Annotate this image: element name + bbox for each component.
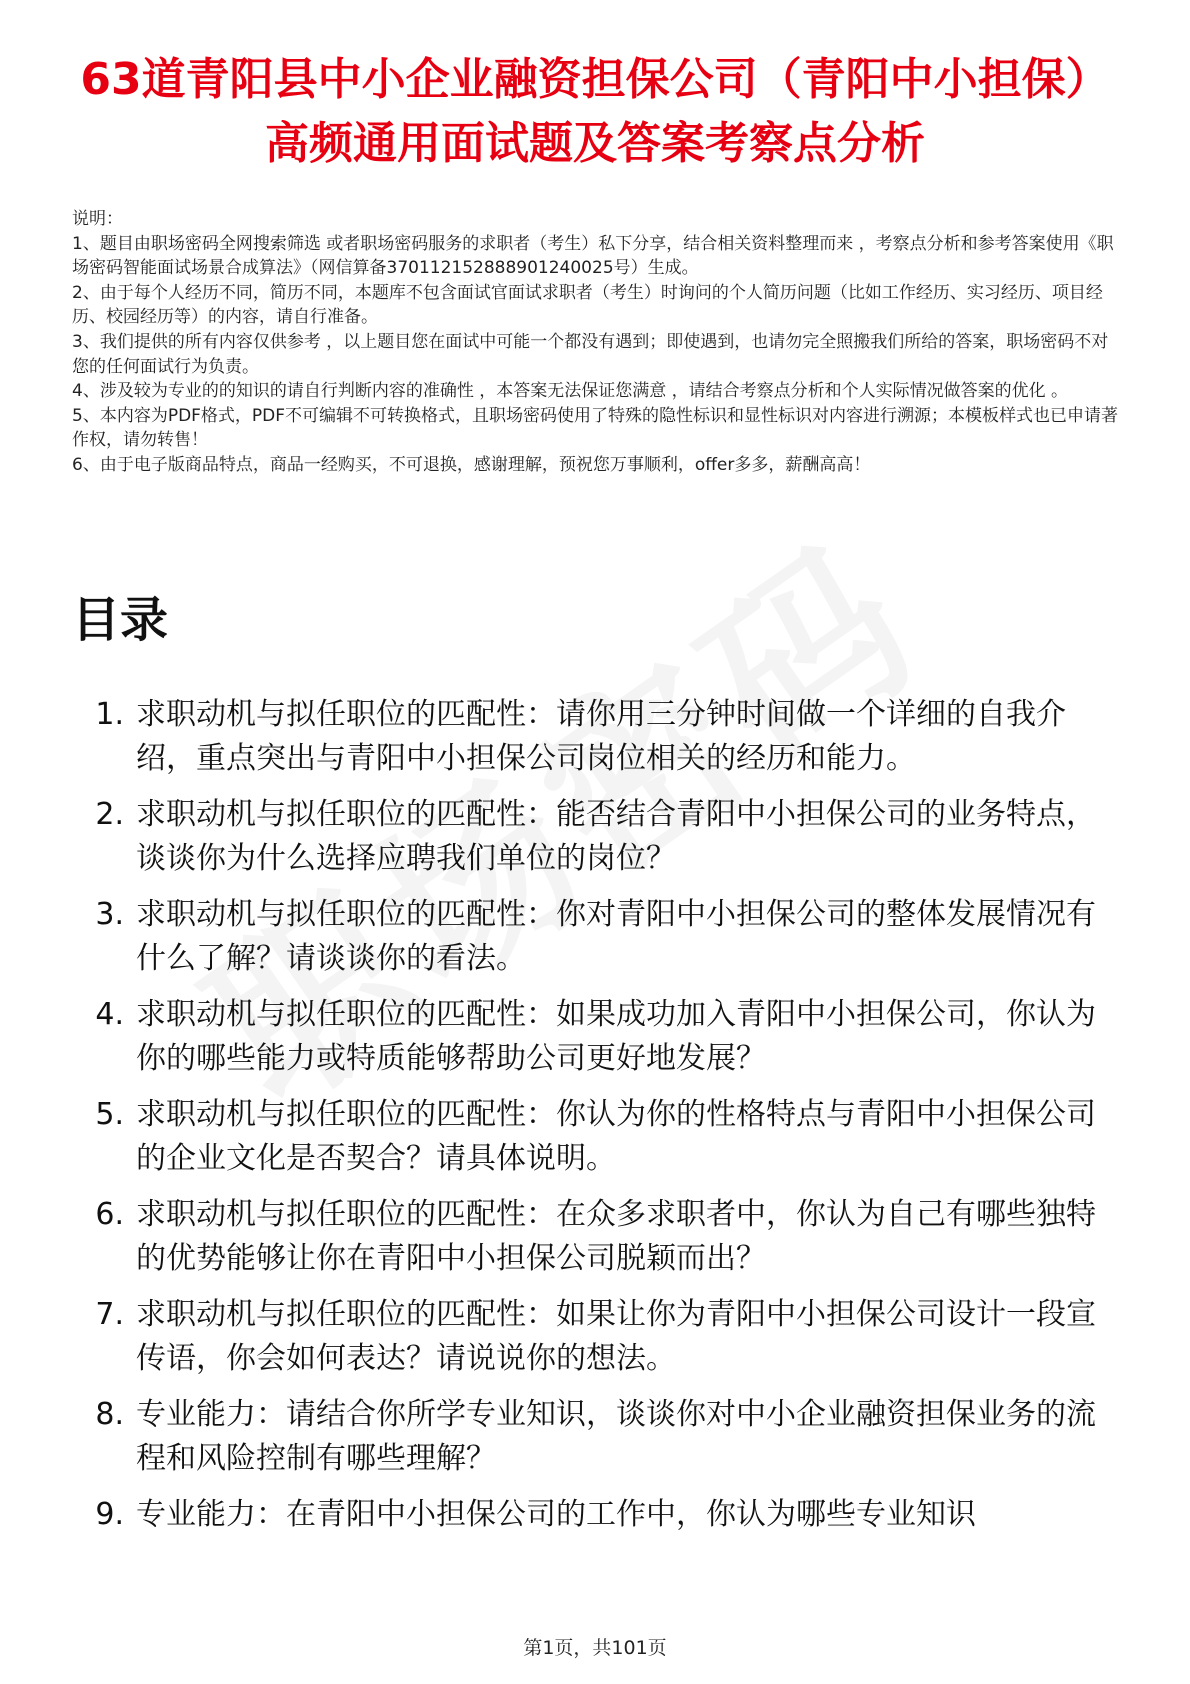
toc-item-text: 求职动机与拟任职位的匹配性：如果让你为青阳中小担保公司设计一段宣传语，你会如何表达？请说说你的想法。 <box>136 1297 1096 1376</box>
toc-item[interactable] <box>72 1293 1122 1381</box>
toc-item-number: 9. <box>95 1497 124 1532</box>
document-title: 63道青阳县中小企业融资担保公司（青阳中小担保）高频通用面试题及答案考察点分析 <box>80 54 1110 169</box>
toc-item[interactable] <box>72 1393 1122 1481</box>
toc-item-text: 专业能力：请结合你所学专业知识，谈谈你对中小企业融资担保业务的流程和风险控制有哪些理解？ <box>136 1397 1096 1476</box>
page-footer: 第1页，共101页 <box>523 1637 667 1659</box>
toc-item-text: 求职动机与拟任职位的匹配性：你认为你的性格特点与青阳中小担保公司的企业文化是否契合？请具体说明。 <box>136 1097 1096 1176</box>
toc-item[interactable] <box>72 1493 1122 1537</box>
toc-item[interactable] <box>72 993 1122 1081</box>
toc-list <box>72 693 1122 1549</box>
toc-item-text: 求职动机与拟任职位的匹配性：你对青阳中小担保公司的整体发展情况有什么了解？请谈谈你的看法。 <box>136 897 1096 976</box>
toc-item[interactable] <box>72 793 1122 881</box>
notes-heading: 说明： <box>72 209 123 229</box>
toc-item-number: 2. <box>95 797 124 832</box>
toc-item-number: 6. <box>95 1197 124 1232</box>
toc-item[interactable] <box>72 693 1122 781</box>
toc-item-number: 4. <box>95 997 124 1032</box>
toc-item-text: 求职动机与拟任职位的匹配性：如果成功加入青阳中小担保公司，你认为你的哪些能力或特质能够帮助公司更好地发展？ <box>136 997 1096 1076</box>
toc-heading: 目录 <box>72 592 169 648</box>
notes-item: 3、我们提供的所有内容仅供参考 ，以上题目您在面试中可能一个都没有遇到；即使遇到，也请勿完全照搬我们所给的答案，职场密码不对您的任何面试行为负责。 <box>72 331 1109 377</box>
toc-item-number: 8. <box>95 1397 124 1432</box>
notes-item: 1、题目由职场密码全网搜索筛选 或者职场密码服务的求职者（考生）私下分享，结合相关资料整理而来 ，考察点分析和参考答案使用《职场密码智能面试场景合成算法》（网信算备370112152888901240025号）生成。 <box>72 233 1114 279</box>
toc-item-number: 5. <box>95 1097 124 1132</box>
notes-section <box>72 207 1120 478</box>
toc-item-text: 专业能力：在青阳中小担保公司的工作中，你认为哪些专业知识 <box>136 1497 976 1532</box>
toc-item-text: 求职动机与拟任职位的匹配性：请你用三分钟时间做一个详细的自我介绍，重点突出与青阳中小担保公司岗位相关的经历和能力。 <box>136 697 1066 776</box>
notes-item: 6、由于电子版商品特点，商品一经购买，不可退换，感谢理解，预祝您万事顺利，offer多多，薪酬高高！ <box>72 454 871 475</box>
notes-item: 4、涉及较为专业的的知识的请自行判断内容的准确性 ，本答案无法保证您满意 ，请结合考察点分析和个人实际情况做答案的优化 。 <box>72 381 1069 402</box>
toc-item-number: 3. <box>95 897 124 932</box>
toc-item-number: 7. <box>95 1297 124 1332</box>
toc-item-text: 求职动机与拟任职位的匹配性：能否结合青阳中小担保公司的业务特点，谈谈你为什么选择应聘我们单位的岗位？ <box>136 797 1096 876</box>
toc-item[interactable] <box>72 1193 1122 1281</box>
toc-item[interactable] <box>72 1093 1122 1181</box>
toc-item[interactable] <box>72 893 1122 981</box>
toc-item-text: 求职动机与拟任职位的匹配性：在众多求职者中，你认为自己有哪些独特的优势能够让你在青阳中小担保公司脱颖而出？ <box>136 1197 1096 1276</box>
notes-item: 5、本内容为PDF格式，PDF不可编辑不可转换格式，且职场密码使用了特殊的隐性标识和显性标识对内容进行溯源；本模板样式也已申请著作权，请勿转售！ <box>72 405 1119 451</box>
toc-item-number: 1. <box>95 697 124 732</box>
notes-item: 2、由于每个人经历不同，简历不同，本题库不包含面试官面试求职者（考生）时询问的个人简历问题（比如工作经历、实习经历、项目经历、校园经历等）的内容，请自行准备。 <box>72 282 1103 328</box>
